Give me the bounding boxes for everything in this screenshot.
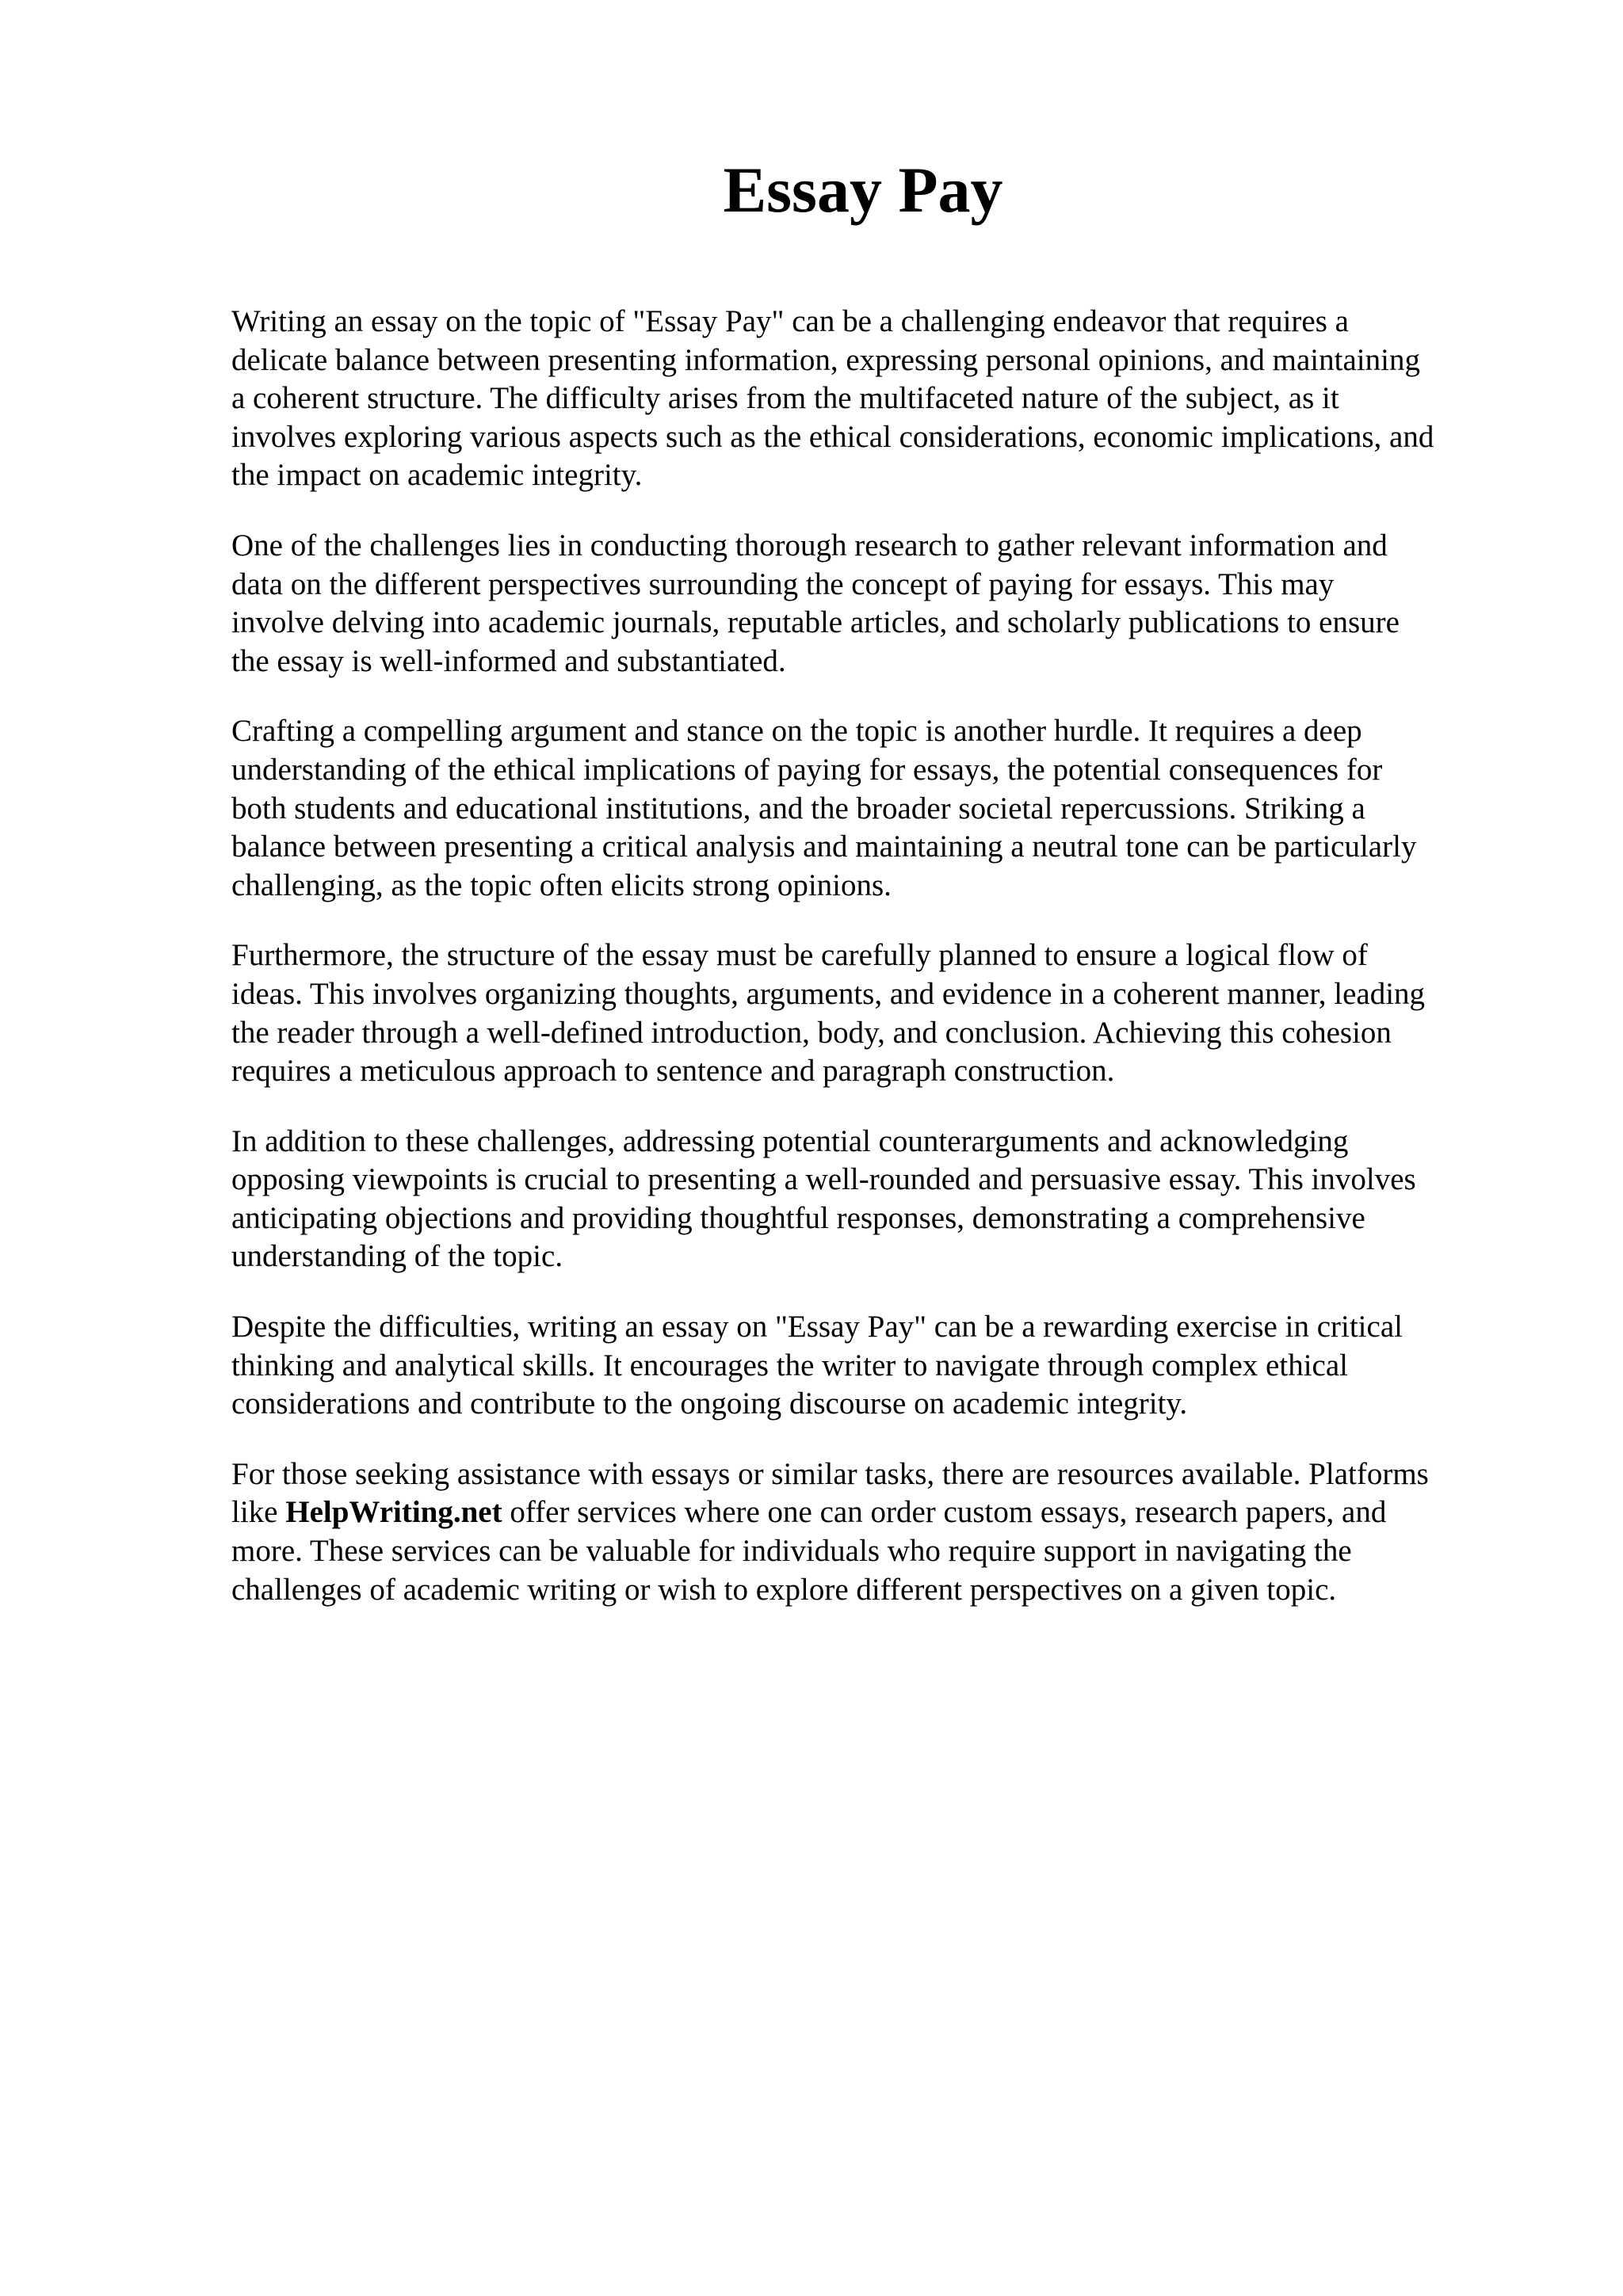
- paragraph-5: [231, 1123, 1531, 1276]
- paragraph-line: requires a meticulous approach to sentence and paragraph construction.: [231, 1054, 1115, 1089]
- paragraph-line: challenges of academic writing or wish to explore different perspectives on a given topic.: [231, 1572, 1337, 1607]
- paragraph-line: challenging, as the topic often elicits strong opinions.: [231, 868, 892, 902]
- paragraph-line: the impact on academic integrity.: [231, 458, 643, 493]
- line-prefix: like: [231, 1495, 286, 1530]
- paragraph-line: considerations and contribute to the ongoing discourse on academic integrity.: [231, 1386, 1188, 1421]
- paragraph-line: balance between presenting a critical analysis and maintaining a neutral tone can be particularly: [231, 830, 1417, 864]
- paragraph-line: In addition to these challenges, addressing potential counterarguments and acknowledging: [231, 1123, 1349, 1158]
- paragraph-2: [231, 527, 1531, 681]
- paragraph-line: the reader through a well-defined introduction, body, and conclusion. Achieving this cohesion: [231, 1015, 1392, 1050]
- paragraph-7: [231, 1455, 1531, 1609]
- paragraph-line: more. These services can be valuable for individuals who require support in navigating the: [231, 1534, 1352, 1569]
- paragraph-6: [231, 1308, 1531, 1424]
- paragraph-line: the essay is well-informed and substantiated.: [231, 643, 786, 678]
- paragraph-line: involves exploring various aspects such as the ethical considerations, economic implications, and: [231, 419, 1434, 454]
- document-title: Essay Pay: [723, 154, 1003, 226]
- paragraph-line: anticipating objections and providing thoughtful responses, demonstrating a comprehensive: [231, 1200, 1365, 1235]
- brand-name: HelpWriting.net: [285, 1495, 502, 1530]
- paragraph-line: Despite the difficulties, writing an essay on "Essay Pay" can be a rewarding exercise in critical: [231, 1310, 1403, 1344]
- paragraph-4: [231, 936, 1531, 1090]
- paragraph-line: opposing viewpoints is crucial to presenting a well-rounded and persuasive essay. This involves: [231, 1162, 1416, 1197]
- document-body: [231, 303, 1531, 1641]
- paragraph-line: One of the challenges lies in conducting thorough research to gather relevant information and: [231, 528, 1388, 563]
- paragraph-line: both students and educational institutions, and the broader societal repercussions. Striking a: [231, 791, 1365, 826]
- paragraph-line: Furthermore, the structure of the essay must be carefully planned to ensure a logical flow of: [231, 938, 1368, 973]
- paragraph-line: Crafting a compelling argument and stance on the topic is another hurdle. It requires a deep: [231, 714, 1362, 749]
- paragraph-1: [231, 303, 1531, 495]
- line-suffix: offer services where one can order custom essays, research papers, and: [502, 1495, 1387, 1530]
- paragraph-line: data on the different perspectives surrounding the concept of paying for essays. This may: [231, 566, 1335, 601]
- paragraph-line: For those seeking assistance with essays or similar tasks, there are resources available. Platforms: [231, 1456, 1429, 1491]
- paragraph-3: [231, 712, 1531, 905]
- paragraph-line: involve delving into academic journals, reputable articles, and scholarly publications to ensure: [231, 605, 1400, 640]
- paragraph-line: delicate balance between presenting information, expressing personal opinions, and maintaining: [231, 342, 1420, 377]
- paragraph-line: [231, 1493, 1531, 1532]
- paragraph-line: Writing an essay on the topic of "Essay Pay" can be a challenging endeavor that requires a: [231, 304, 1349, 338]
- paragraph-line: understanding of the ethical implications of paying for essays, the potential consequences for: [231, 752, 1383, 787]
- paragraph-line: a coherent structure. The difficulty arises from the multifaceted nature of the subject, as it: [231, 381, 1339, 416]
- paragraph-line: thinking and analytical skills. It encourages the writer to navigate through complex ethical: [231, 1348, 1348, 1383]
- paragraph-line: ideas. This involves organizing thoughts, arguments, and evidence in a coherent manner, leading: [231, 976, 1426, 1011]
- paragraph-line: understanding of the topic.: [231, 1239, 563, 1274]
